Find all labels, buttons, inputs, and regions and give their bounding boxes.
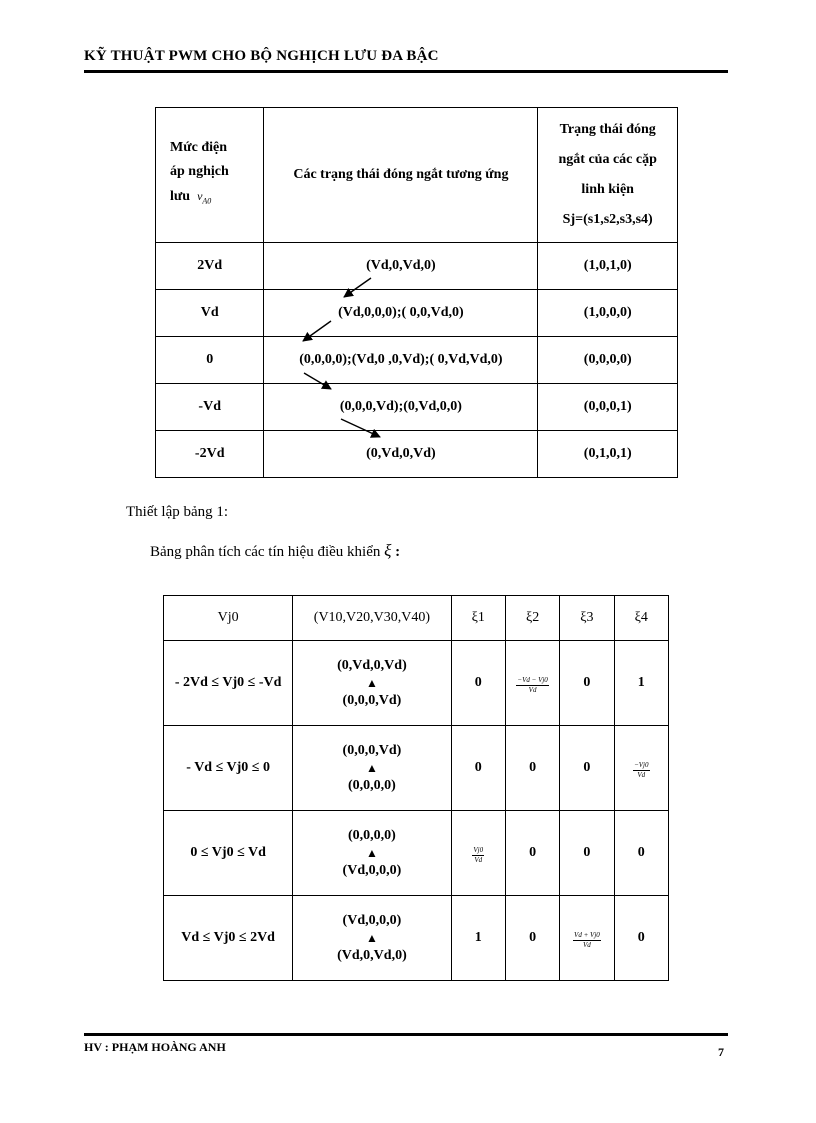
level-cell: -Vd [156,384,264,431]
transition-arrow [304,373,331,389]
footer-author: HV : PHẠM HOÀNG ANH [84,1040,226,1054]
states-cell: (0,Vd,0,Vd) [264,431,538,478]
up-arrow-icon: ▲ [365,676,378,690]
xi3-cell [560,896,614,981]
xi1-cell: 0 [451,726,505,811]
fraction-denominator: Vd [528,686,537,694]
header-vj0: Vj0 [164,596,293,641]
transition-bottom: (0,0,0,0) [348,778,396,793]
level-cell: 0 [156,337,264,384]
header-voltages: (V10,V20,V30,V40) [293,596,451,641]
colon: : [395,544,401,560]
footer-rule [84,1033,728,1036]
transition-bottom: (Vd,0,0,0) [342,863,402,878]
header-line: ngắt của các cặp [558,152,657,167]
transition-top: (Vd,0,0,0) [342,913,402,928]
header-switching-states: Các trạng thái đóng ngắt tương ứng [264,108,538,243]
paragraph-analysis [150,541,400,561]
range-cell: - Vd ≤ Vj0 ≤ 0 [164,726,293,811]
table-row [164,726,669,811]
header-line: linh kiện [581,182,634,197]
xi4-cell [614,726,668,811]
range-cell: 0 ≤ Vj0 ≤ Vd [164,811,293,896]
fraction [516,676,548,695]
xi-symbol: ξ [384,541,392,560]
control-signal-table [163,595,669,981]
xi4-cell: 0 [614,896,668,981]
fraction-numerator: −Vd − Vj0 [517,676,548,684]
transition-arrow [341,419,380,437]
xi3-cell: 0 [560,726,614,811]
paragraph-text: Bảng phân tích các tín hiệu điều khiển [150,544,381,560]
transition-cell [293,726,451,811]
paragraph-setup: Thiết lập bảng 1: [126,504,229,520]
table-row [164,811,669,896]
fraction [472,846,484,865]
var-subscript: A0 [202,196,212,206]
transition-cell [293,896,451,981]
header-line: Trạng thái đóng [559,122,656,137]
var-letter: v [197,189,203,204]
states-cell: (Vd,0,Vd,0) [264,243,538,290]
page-number: 7 [718,1045,724,1059]
sj-cell: (1,0,1,0) [538,243,678,290]
transition-bottom: (0,0,0,Vd) [342,693,402,708]
fraction-numerator: Vj0 [473,846,484,854]
header-xi3: ξ3 [560,596,614,641]
xi2-cell [505,641,559,726]
level-cell: Vd [156,290,264,337]
states-cell: (Vd,0,0,0);( 0,0,Vd,0) [264,290,538,337]
transition-arrow [303,321,331,341]
transition-cell [293,811,451,896]
fraction-denominator: Vd [583,941,591,949]
up-arrow-icon: ▲ [365,761,378,775]
fraction-numerator: Vd + Vj0 [574,931,600,939]
table-row [164,896,669,981]
fraction-denominator: Vd [637,771,646,779]
transition-arrow [344,278,371,297]
transition-top: (0,0,0,0) [348,828,396,843]
states-cell: (0,0,0,0);(Vd,0 ,0,Vd);( 0,Vd,Vd,0) [264,337,538,384]
xi2-cell: 0 [505,896,559,981]
header-xi2: ξ2 [505,596,559,641]
fraction [573,931,601,950]
xi1-cell: 0 [451,641,505,726]
level-cell: -2Vd [156,431,264,478]
header-xi4: ξ4 [614,596,668,641]
xi4-cell: 0 [614,811,668,896]
transition-bottom: (Vd,0,Vd,0) [337,948,407,963]
sj-cell: (0,0,0,0) [538,337,678,384]
header-text: lưu [170,189,191,205]
up-arrow-icon: ▲ [365,931,378,945]
transition-top: (0,0,0,Vd) [342,743,402,758]
sj-cell: (0,0,0,1) [538,384,678,431]
xi1-cell [451,811,505,896]
states-cell: (0,0,0,Vd);(0,Vd,0,0) [264,384,538,431]
header-line: áp nghịch [170,164,229,180]
level-cell: 2Vd [156,243,264,290]
xi4-cell: 1 [614,641,668,726]
sj-cell: (1,0,0,0) [538,290,678,337]
page-header-title: KỸ THUẬT PWM CHO BỘ NGHỊCH LƯU ĐA BẬC [84,48,439,64]
xi3-cell: 0 [560,811,614,896]
fraction-denominator: Vd [474,856,483,864]
transition-top: (0,Vd,0,Vd) [337,658,407,673]
xi2-cell: 0 [505,726,559,811]
up-arrow-icon: ▲ [365,846,378,860]
range-cell: - 2Vd ≤ Vj0 ≤ -Vd [164,641,293,726]
range-cell: Vd ≤ Vj0 ≤ 2Vd [164,896,293,981]
xi3-cell: 0 [560,641,614,726]
header-xi1: ξ1 [451,596,505,641]
header-line: Sj=(s1,s2,s3,s4) [562,212,653,227]
transition-cell [293,641,451,726]
table-header-row [164,596,669,641]
sj-cell: (0,1,0,1) [538,431,678,478]
fraction [633,761,649,780]
xi1-cell: 1 [451,896,505,981]
header-line: Mức điện [170,140,228,156]
table-row [164,641,669,726]
fraction-numerator: −Vj0 [634,761,649,769]
xi2-cell: 0 [505,811,559,896]
